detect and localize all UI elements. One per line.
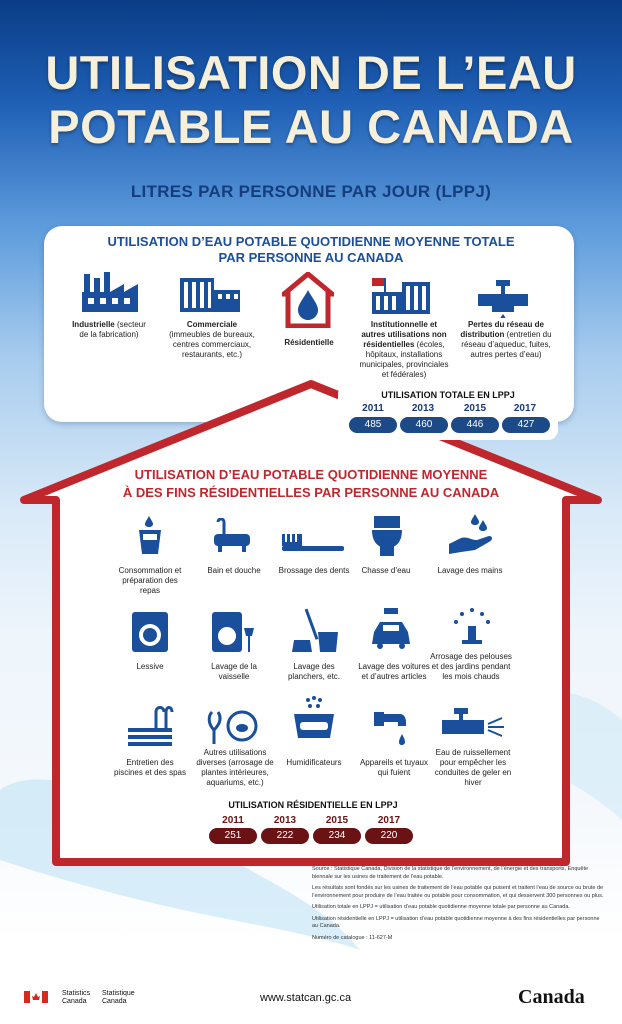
category-label-institutional: Institutionnelle et autres utilisations non résidentielles (écoles, hôpitaux, installations municipales, provinciales et fédérales) [359, 320, 449, 379]
total-year-2013: 2013 [411, 403, 435, 414]
subtitle: LITRES PAR PERSONNE PAR JOUR (LPPJ) [130, 182, 492, 201]
canada-flag-icon [24, 991, 48, 1003]
total-value-2011: 485 [349, 417, 397, 433]
res-value-2011: 251 [209, 828, 257, 844]
res-year-2017: 2017 [377, 815, 401, 826]
res-item-bath: Bain et douche [207, 566, 261, 575]
res-value-2015: 234 [313, 828, 361, 844]
source-note: Utilisation résidentielle en LPPJ = utilisation d’eau potable quotidienne moyenne à des fins résidentielles par personne au Canada. [312, 915, 600, 929]
sprinkler-icon [450, 606, 494, 646]
res-year-2011: 2011 [222, 815, 244, 826]
running-water-pipe-icon [440, 706, 506, 740]
category-label-distribution-losses: Pertes du réseau de distribution (entretien du réseau d’aqueduc, fuites, autres pertes d’eau) [460, 320, 552, 359]
residential-title-2: À DES FINS RÉSIDENTIELLES PAR PERSONNE AU CANADA [122, 485, 500, 500]
total-year-2011: 2011 [362, 403, 384, 414]
res-value-2013: 222 [261, 828, 309, 844]
aquarium-plant-icon [206, 702, 258, 746]
res-value-2017: 220 [365, 828, 413, 844]
pool-ladder-icon [126, 704, 174, 748]
source-note: Les résultats sont fondés sur les usines de traitement de l’eau potable qui puisent et traitent l’eau de source ou brute de l’environnement pour produire de l’eau traitée ou potable pour consommation, et qui desservent 300 personnes ou plus. [312, 885, 604, 899]
mop-bucket-icon [290, 606, 340, 654]
res-year-2013: 2013 [273, 815, 297, 826]
humidifier-icon [290, 696, 338, 740]
res-item-dishes: Lavage de la vaisselle [211, 662, 257, 681]
category-label-commercial: Commerciale (immeubles de bureaux, centres commerciaux, restaurants, etc.) [169, 320, 255, 359]
total-panel-title-1: UTILISATION D’EAU POTABLE QUOTIDIENNE MOYENNE TOTALE [107, 234, 515, 249]
toothbrush-icon [280, 530, 346, 556]
total-usage-label: UTILISATION TOTALE EN LPPJ [381, 390, 515, 400]
total-value-2013: 460 [400, 417, 448, 433]
website-url[interactable]: www.statcan.gc.ca [260, 992, 352, 1004]
res-item-runoff: Eau de ruissellement pour empêcher les conduites de geler en hiver [434, 748, 512, 787]
category-label-residential: Résidentielle [284, 338, 334, 347]
res-year-2015: 2015 [325, 815, 349, 826]
statcan-en: Statistics Canada [62, 990, 91, 1005]
glass-icon [135, 514, 165, 556]
residential-title-1: UTILISATION D’EAU POTABLE QUOTIDIENNE MOYENNE [134, 467, 488, 482]
res-item-humidifiers: Humidificateurs [286, 758, 342, 767]
residential-usage-label: UTILISATION RÉSIDENTIELLE EN LPPJ [228, 800, 398, 810]
catalogue-number: Numéro de catalogue : 11-627-M [312, 934, 393, 941]
title-line-2: POTABLE AU CANADA [48, 100, 574, 153]
total-year-2015: 2015 [463, 403, 487, 414]
res-item-teeth: Brossage des dents [278, 566, 350, 575]
res-item-laundry: Lessive [136, 662, 164, 671]
res-item-toilet: Chasse d’eau [361, 566, 411, 575]
total-value-2017: 427 [502, 417, 550, 433]
canada-wordmark: Canada [518, 986, 585, 1008]
bathtub-icon [212, 518, 252, 554]
res-item-floors: Lavage des planchers, etc. [287, 662, 341, 681]
res-item-lawn: Arrosage des pelouses et des jardins pendant les mois chauds [430, 652, 512, 681]
res-item-hands: Lavage des mains [437, 566, 503, 575]
res-item-pools: Entretien des piscines et des spas [113, 758, 187, 777]
dishwasher-icon [210, 610, 258, 654]
toilet-icon [370, 514, 404, 558]
total-value-2015: 446 [451, 417, 499, 433]
total-panel-title-2: PAR PERSONNE AU CANADA [218, 250, 404, 265]
source-note: Utilisation totale en LPPJ = utilisation d’eau potable quotidienne moyenne totale par personne au Canada. [312, 904, 570, 910]
res-item-car: Lavage des voitures et d’autres articles [358, 662, 430, 681]
dripping-faucet-icon [372, 704, 408, 752]
source-note: Source : Statistique Canada, Division de la statistique de l’environnement, de l’énergie et des transports, Enquête biennale sur les usines de traitement de l’eau potable. [312, 866, 589, 880]
washing-machine-icon [130, 610, 170, 654]
hand-washing-icon [447, 512, 495, 558]
title-line-1: UTILISATION DE L’EAU [45, 46, 577, 99]
res-item-leaks: Appareils et tuyaux qui fuient [359, 758, 429, 777]
total-year-2017: 2017 [513, 403, 537, 414]
res-item-misc: Autres utilisations diverses (arrosage de plantes intérieures, aquariums, etc.) [196, 748, 274, 787]
source-notes [312, 866, 604, 946]
res-item-meals: Consommation et préparation des repas [118, 566, 182, 595]
statcan-fr: Statistique Canada [102, 990, 135, 1005]
car-wash-icon [370, 606, 412, 650]
category-label-industrial: Industrielle (secteur de la fabrication) [72, 320, 146, 339]
